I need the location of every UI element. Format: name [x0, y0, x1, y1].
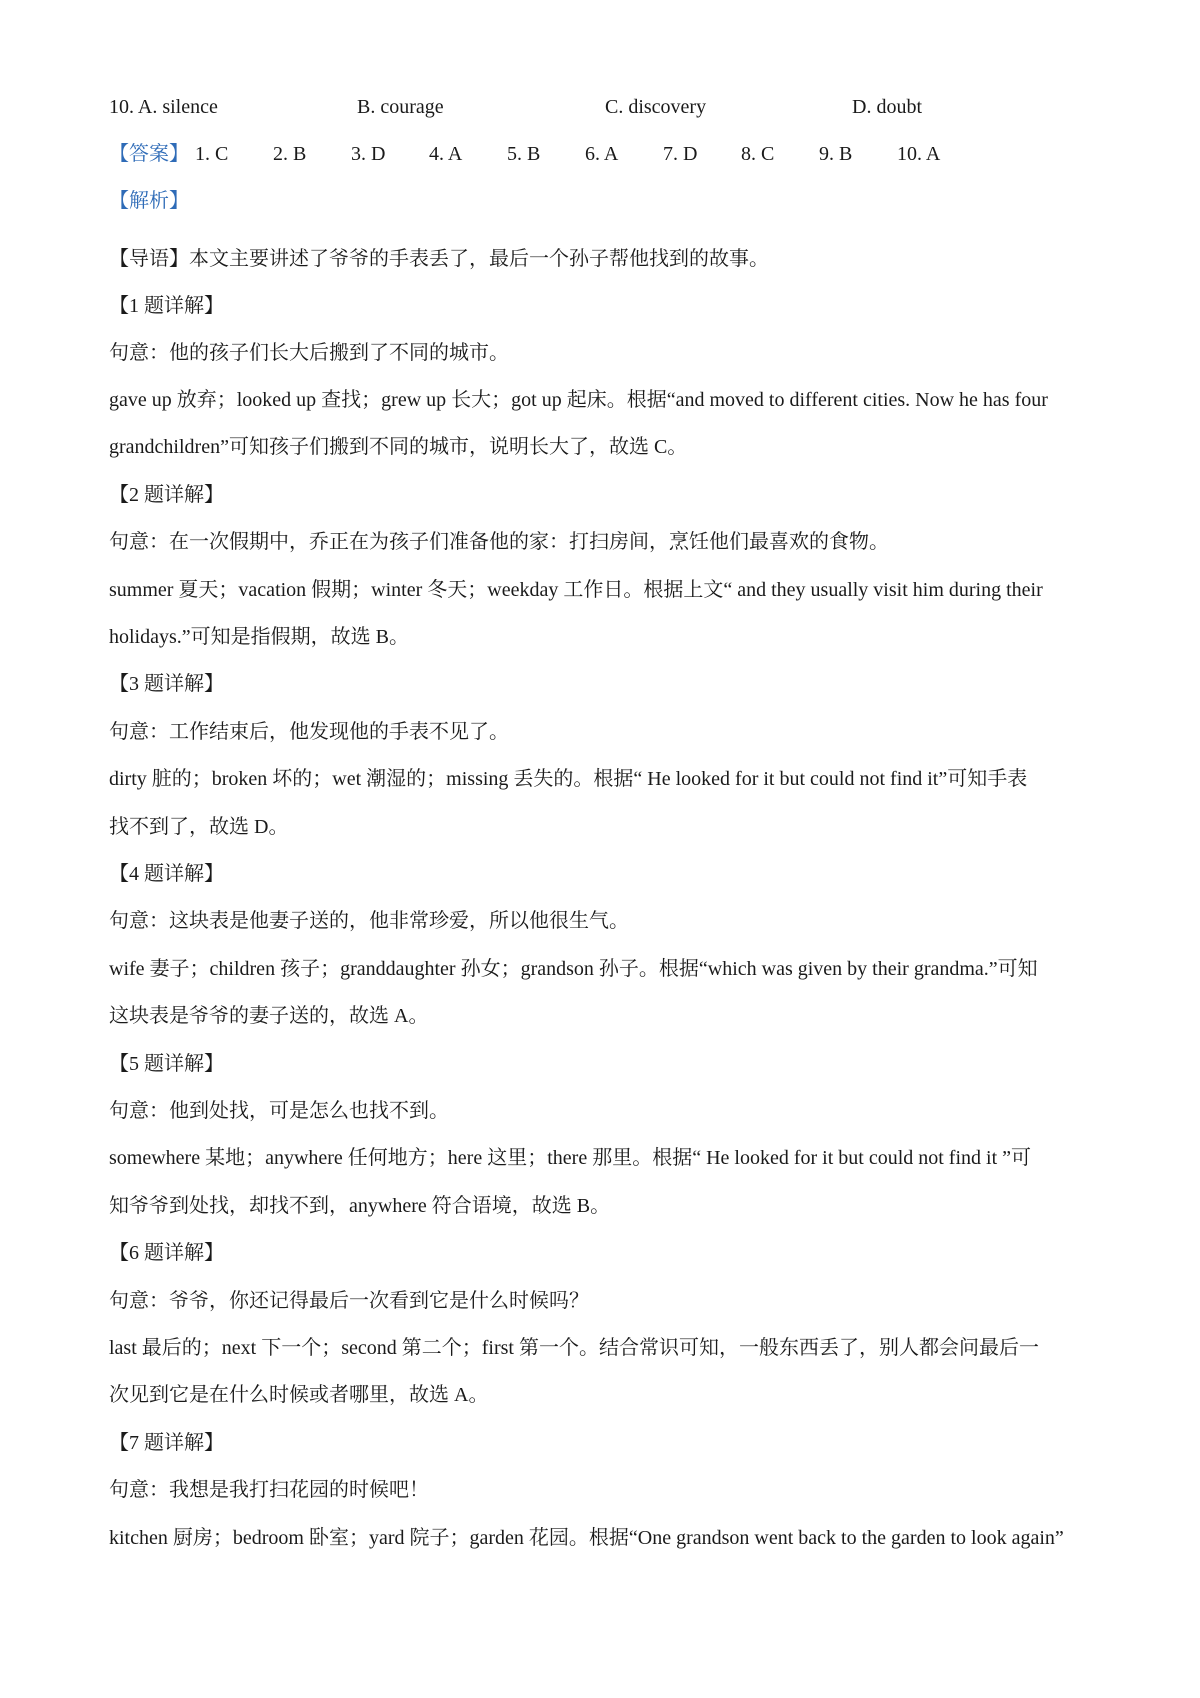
- option-a: 10. A. silence: [109, 96, 218, 118]
- option-c: C. discovery: [605, 96, 707, 118]
- explanation-q1-line2: grandchildren”可知孩子们搬到不同的城市，说明长大了，故选 C。: [109, 436, 688, 458]
- answer-item: 2. B: [273, 143, 307, 165]
- explanation-q4-line1: wife 妻子；children 孩子；granddaughter 孙女；grandson 孙子。根据“which was given by their grandma.”可知: [109, 958, 1038, 980]
- explanation-q4-line2: 这块表是爷爷的妻子送的，故选 A。: [109, 1005, 429, 1027]
- explanation-q5-line1: somewhere 某地；anywhere 任何地方；here 这里；there 那里。根据“ He looked for it but could not find it ”可: [109, 1147, 1032, 1169]
- explanation-q2-line2: holidays.”可知是指假期，故选 B。: [109, 626, 409, 648]
- explanation-q6-line1: last 最后的；next 下一个；second 第二个；first 第一个。结合常识可知，一般东西丢了，别人都会问最后一: [109, 1337, 1039, 1359]
- answer-item: 9. B: [819, 143, 853, 165]
- section-heading-q1: 【1 题详解】: [109, 295, 224, 317]
- section-heading-q2: 【2 题详解】: [109, 484, 224, 506]
- explanation-q2-line1: summer 夏天；vacation 假期；winter 冬天；weekday 工作日。根据上文“ and they usually visit him during their: [109, 579, 1043, 601]
- sentence-meaning-q7: 句意：我想是我打扫花园的时候吧！: [109, 1479, 429, 1501]
- section-heading-q3: 【3 题详解】: [109, 673, 224, 695]
- sentence-meaning-q3: 句意：工作结束后，他发现他的手表不见了。: [109, 721, 509, 743]
- section-heading-q5: 【5 题详解】: [109, 1053, 224, 1075]
- answer-item: 8. C: [741, 143, 775, 165]
- sentence-meaning-q4: 句意：这块表是他妻子送的，他非常珍爱，所以他很生气。: [109, 910, 629, 932]
- explanation-q7-line1: kitchen 厨房；bedroom 卧室；yard 院子；garden 花园。根据“One grandson went back to the garden to look again”: [109, 1527, 1064, 1549]
- answer-item: 10. A: [897, 143, 941, 165]
- answer-item: 5. B: [507, 143, 541, 165]
- analysis-label: 【解析】: [109, 190, 189, 212]
- explanation-q3-line1: dirty 脏的；broken 坏的；wet 潮湿的；missing 丢失的。根据“ He looked for it but could not find it”可知手表: [109, 768, 1028, 790]
- section-heading-q7: 【7 题详解】: [109, 1432, 224, 1454]
- answer-item: 3. D: [351, 143, 386, 165]
- option-b: B. courage: [357, 96, 444, 118]
- explanation-q5-line2: 知爷爷到处找，却找不到，anywhere 符合语境，故选 B。: [109, 1195, 611, 1217]
- option-d: D. doubt: [852, 96, 922, 118]
- answer-item: 1. C: [195, 143, 229, 165]
- answer-label: 【答案】: [109, 143, 189, 165]
- sentence-meaning-q1: 句意：他的孩子们长大后搬到了不同的城市。: [109, 342, 509, 364]
- answer-item: 7. D: [663, 143, 698, 165]
- section-heading-q4: 【4 题详解】: [109, 863, 224, 885]
- section-heading-q6: 【6 题详解】: [109, 1242, 224, 1264]
- sentence-meaning-q2: 句意：在一次假期中，乔正在为孩子们准备他的家：打扫房间，烹饪他们最喜欢的食物。: [109, 531, 889, 553]
- explanation-q3-line2: 找不到了，故选 D。: [109, 816, 289, 838]
- answer-item: 6. A: [585, 143, 619, 165]
- explanation-q1-line1: gave up 放弃；looked up 查找；grew up 长大；got up 起床。根据“and moved to different cities. Now he has four: [109, 389, 1048, 411]
- sentence-meaning-q6: 句意：爷爷，你还记得最后一次看到它是什么时候吗？: [109, 1290, 589, 1312]
- answer-item: 4. A: [429, 143, 463, 165]
- intro-paragraph: 【导语】本文主要讲述了爷爷的手表丢了，最后一个孙子帮他找到的故事。: [109, 248, 769, 270]
- sentence-meaning-q5: 句意：他到处找，可是怎么也找不到。: [109, 1100, 449, 1122]
- explanation-q6-line2: 次见到它是在什么时候或者哪里，故选 A。: [109, 1384, 489, 1406]
